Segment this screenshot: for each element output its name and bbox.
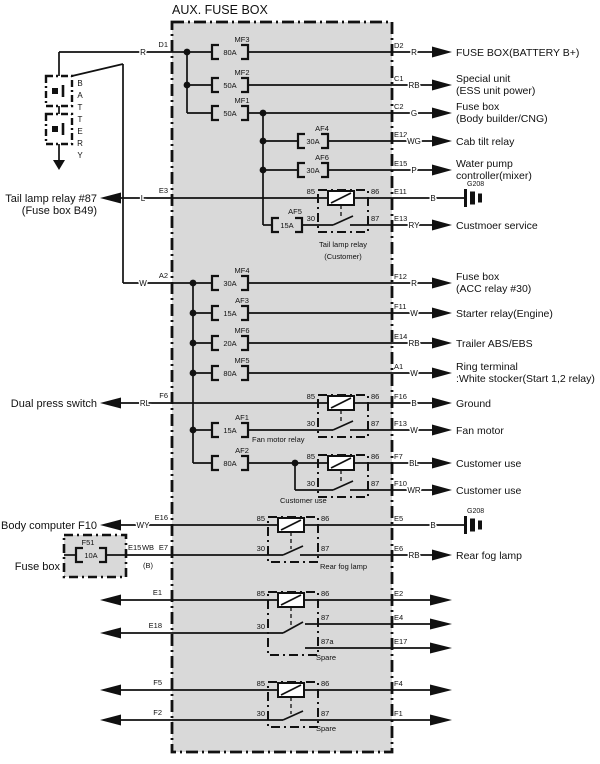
term-label: E5 [394, 514, 404, 523]
pin-85: 85 [256, 589, 265, 598]
wire-label: G [410, 109, 418, 118]
term-e1: E1 [152, 588, 162, 597]
fuse-amp: 30A [306, 137, 320, 146]
battery-terminal-icon [53, 160, 65, 170]
arrow-right-icon [432, 550, 452, 561]
aux-fuse-box [172, 3, 392, 752]
wire-label: W [410, 426, 418, 435]
fuse-amp: 15A [223, 309, 237, 318]
pin-87: 87 [371, 479, 380, 488]
relay-name: Spare [316, 724, 337, 733]
page-title: AUX. FUSE BOX [172, 3, 268, 17]
battery-letter: E [77, 127, 83, 136]
wire-label: BL [409, 459, 419, 468]
fuse-amp: 15A [280, 221, 294, 230]
term-e15-out: E15 [128, 543, 142, 552]
tail-lamp-relay-label-2: (Fuse box B49) [21, 205, 97, 217]
fuse-amp: 80A [223, 459, 237, 468]
wire-label: RB [408, 551, 420, 560]
wire-label-wb-sub: (B) [143, 561, 153, 570]
term-e18: E18 [148, 621, 162, 630]
term-label: F12 [394, 272, 407, 281]
term-e4: E4 [394, 613, 404, 622]
pin-87a: 87a [321, 637, 334, 646]
dest-label-2: :White stocker(Start 1,2 relay) [456, 373, 595, 385]
body-computer-label: Body computer F10 [1, 520, 97, 532]
fuse-amp: 80A [223, 48, 237, 57]
fuse-amp: 50A [223, 109, 237, 118]
battery-letter: Y [77, 151, 83, 160]
term-label: F13 [394, 419, 407, 428]
wire-label: WG [407, 137, 421, 146]
fuse-box-label: Fuse box [14, 561, 60, 573]
battery [46, 52, 83, 170]
pin-30: 30 [256, 622, 265, 631]
arrow-right-icon [432, 220, 452, 231]
pin-85: 85 [306, 187, 315, 196]
wire-label: P [411, 166, 417, 175]
pin-86: 86 [371, 187, 380, 196]
arrow-right-icon [432, 278, 452, 289]
fuse-name: AF6 [315, 153, 329, 162]
term-label: F10 [394, 479, 407, 488]
term-label: E6 [394, 544, 404, 553]
wire-label: R [411, 48, 417, 57]
relay-name: Rear fog lamp [320, 562, 368, 571]
term-d1: D1 [158, 40, 168, 49]
pin-86: 86 [371, 392, 380, 401]
aux-fuse-box-outline [172, 22, 392, 752]
term-f2: F2 [153, 708, 162, 717]
fuse-amp: 20A [223, 339, 237, 348]
wire-label-l: L [140, 194, 146, 203]
term-label: E15 [394, 159, 408, 168]
arrow-right-icon [430, 643, 452, 654]
battery-cell-1 [46, 76, 72, 106]
wire-label: RY [408, 221, 420, 230]
relay-name: Fan motor relay [252, 435, 305, 444]
term-f1: F1 [394, 709, 403, 718]
wire-label: B [430, 194, 436, 203]
dest-label: Fuse box [456, 101, 500, 113]
dest-label: Ground [456, 398, 492, 410]
pin-85: 85 [306, 452, 315, 461]
arrow-left-icon [100, 520, 121, 531]
arrow-right-icon [430, 595, 452, 606]
term-label: D2 [394, 41, 404, 50]
dest-label-2: (Body builder/CNG) [456, 113, 548, 125]
fuse-name: MF6 [234, 326, 250, 335]
pin-30: 30 [306, 479, 315, 488]
term-label: F7 [394, 452, 403, 461]
relay-name: Tail lamp relay [319, 240, 367, 249]
term-label: E12 [394, 130, 408, 139]
fuse-name: AF1 [235, 413, 249, 422]
wire-label: B [411, 399, 417, 408]
dual-press-switch-label: Dual press switch [10, 398, 97, 410]
dest-label: Cab tilt relay [456, 136, 515, 148]
wire-label: RB [408, 81, 420, 90]
fuse-name: F51 [81, 538, 95, 547]
arrow-right-icon [430, 619, 452, 630]
dest-label-2: controller(mixer) [456, 170, 532, 182]
dest-label-2: (ACC relay #30) [456, 283, 532, 295]
term-label: E13 [394, 214, 408, 223]
battery-letter: A [77, 91, 83, 100]
pin-85: 85 [306, 392, 315, 401]
ground-symbol-icon [464, 189, 482, 207]
pin-30: 30 [306, 419, 315, 428]
pin-86: 86 [371, 452, 380, 461]
fuse-name: AF5 [288, 207, 302, 216]
term-f6: F6 [159, 391, 168, 400]
arrow-right-icon [432, 338, 452, 349]
pin-87: 87 [371, 419, 380, 428]
term-label: F16 [394, 392, 407, 401]
wire-label-wb: WB [141, 543, 155, 552]
arrow-left-icon [100, 193, 121, 204]
arrow-right-icon [432, 425, 452, 436]
pin-86: 86 [321, 589, 330, 598]
relay-name-2: (Customer) [324, 252, 362, 261]
pin-30: 30 [256, 544, 265, 553]
fuse-name: AF2 [235, 446, 249, 455]
wire-label-w: W [139, 279, 147, 288]
term-e2: E2 [394, 589, 404, 598]
dest-label: Rear fog lamp [456, 550, 522, 562]
fuse-name: MF2 [234, 68, 250, 77]
arrow-right-icon [432, 136, 452, 147]
dest-label: Customer use [456, 458, 522, 470]
wire-label: B [430, 521, 436, 530]
fuse-amp: 80A [223, 369, 237, 378]
fuse-name: AF3 [235, 296, 249, 305]
arrow-left-icon [100, 595, 121, 606]
dest-label: Fuse box [456, 271, 500, 283]
relay-name: Spare [316, 653, 337, 662]
fuse-name: MF3 [234, 35, 250, 44]
term-e7: E7 [158, 543, 168, 552]
pin-30: 30 [306, 214, 315, 223]
term-f4: F4 [394, 679, 403, 688]
term-f5: F5 [153, 678, 162, 687]
fuse-amp: 30A [223, 279, 237, 288]
term-e17: E17 [394, 637, 408, 646]
fuse-amp: 50A [223, 81, 237, 90]
pin-86: 86 [321, 679, 330, 688]
wire-label: R [411, 279, 417, 288]
battery-letter: T [77, 115, 83, 124]
dest-label: Water pump [456, 158, 513, 170]
pin-86: 86 [321, 514, 330, 523]
wire-label: RB [408, 339, 420, 348]
arrow-right-icon [432, 308, 452, 319]
wire-label-rl: RL [139, 399, 151, 408]
ground-net-label: G208 [467, 508, 485, 515]
pin-85: 85 [256, 514, 265, 523]
dest-label: Ring terminal [456, 361, 518, 373]
fuse-amp: 30A [306, 166, 320, 175]
pin-87: 87 [321, 709, 330, 718]
dest-label: Fan motor [456, 425, 504, 437]
battery-cell-2 [46, 114, 72, 144]
dest-label: Customer use [456, 485, 522, 497]
wire-label: WR [407, 486, 421, 495]
arrow-right-icon [432, 368, 452, 379]
term-label: E11 [394, 187, 407, 196]
arrow-right-icon [432, 165, 452, 176]
term-label: A1 [394, 362, 404, 371]
dest-label-2: (ESS unit power) [456, 85, 536, 97]
tail-lamp-relay-label: Tail lamp relay #87 [5, 193, 97, 205]
fuse-amp: 10A [84, 551, 98, 560]
pin-87: 87 [321, 613, 330, 622]
wire-label-r: R [140, 48, 146, 57]
wire-label: W [410, 369, 418, 378]
battery-letter: T [77, 103, 83, 112]
arrow-right-icon [432, 47, 452, 58]
dest-label: Special unit [456, 73, 511, 85]
arrow-right-icon [432, 458, 452, 469]
relay-name: Customer use [280, 496, 327, 505]
arrow-right-icon [430, 685, 452, 696]
arrow-left-icon [100, 628, 121, 639]
arrow-right-icon [430, 715, 452, 726]
ground-symbol-icon [464, 516, 482, 534]
fuse-name: MF5 [234, 356, 250, 365]
pin-85: 85 [256, 679, 265, 688]
arrow-right-icon [432, 398, 452, 409]
battery-letter: B [77, 79, 83, 88]
battery-letter: R [77, 139, 83, 148]
term-e3: E3 [158, 186, 168, 195]
battery-input-labels [139, 40, 168, 288]
arrow-right-icon [432, 108, 452, 119]
wire-label-wy: WY [136, 521, 150, 530]
arrow-left-icon [100, 398, 121, 409]
fuse-name: MF4 [234, 266, 250, 275]
fuse-amp: 15A [223, 426, 237, 435]
pin-87: 87 [371, 214, 380, 223]
dest-label: Trailer ABS/EBS [456, 338, 533, 350]
fuse-name: AF4 [315, 124, 329, 133]
arrow-left-icon [100, 715, 121, 726]
wire-label: W [410, 309, 418, 318]
term-a2: A2 [158, 271, 168, 280]
arrow-left-icon [100, 685, 121, 696]
arrow-right-icon [432, 80, 452, 91]
dest-label: FUSE BOX(BATTERY B+) [456, 47, 580, 59]
dest-label: Starter relay(Engine) [456, 308, 553, 320]
pin-87: 87 [321, 544, 330, 553]
term-label: C2 [394, 102, 404, 111]
term-label: F11 [394, 302, 407, 311]
term-e16: E16 [154, 513, 168, 522]
dest-label: Custmoer service [456, 220, 538, 232]
term-label: E14 [394, 332, 408, 341]
ground-net-label: G208 [467, 181, 485, 188]
term-label: C1 [394, 74, 404, 83]
pin-30: 30 [256, 709, 265, 718]
fuse-name: MF1 [234, 96, 250, 105]
arrow-right-icon [432, 485, 452, 496]
